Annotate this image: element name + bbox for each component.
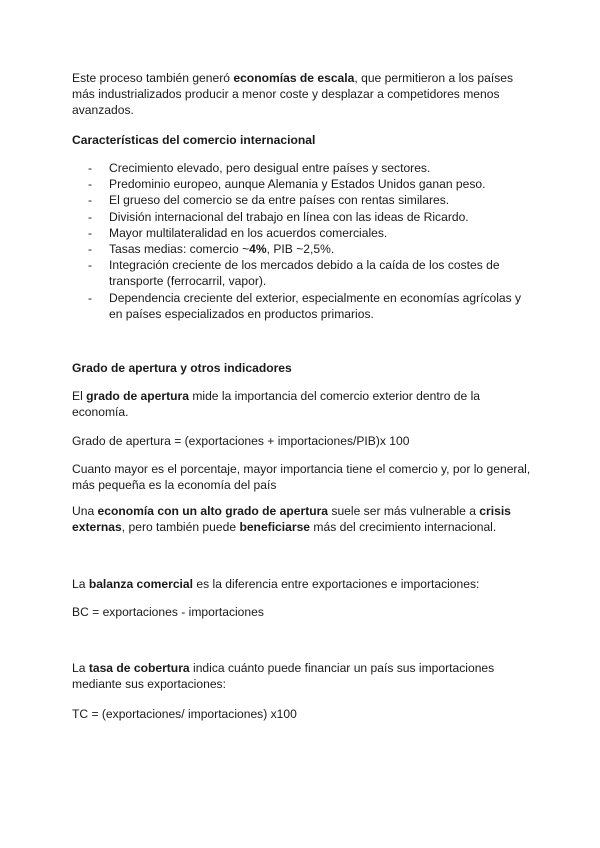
apertura-vulnerabilidad: [72, 503, 532, 535]
bullet-dash: -: [88, 209, 93, 224]
intro-bold: economías de escala: [233, 71, 355, 85]
intro-text: Este proceso también generó: [72, 71, 234, 85]
una-bold-2: crisis externas: [72, 504, 511, 535]
list-item-text: El grueso del comercio se da entre países con rentas similares.: [109, 193, 450, 208]
apertura-formula: Grado de apertura = (exportaciones + importaciones/PIB)x 100: [72, 434, 410, 448]
bullet-dash: -: [88, 225, 93, 240]
bullet-dash: -: [88, 177, 93, 192]
apertura-cuanto: Cuanto mayor es el porcentaje, mayor importancia tiene el comercio y, por lo general, más pequeña es la economía del país: [72, 462, 531, 493]
cobertura-bold: tasa de cobertura: [88, 661, 190, 675]
balanza-paragraph: [72, 576, 532, 592]
balanza-text: La: [72, 577, 89, 591]
apertura-definition: [72, 388, 532, 420]
list-item: [88, 241, 536, 257]
list-item: [88, 160, 536, 176]
list-item-text: Dependencia creciente del exterior, especialmente en economías agrícolas y en países especializados en productos primarios.: [109, 290, 522, 321]
apertura-def-text: El: [72, 389, 87, 403]
list-item: [88, 290, 536, 322]
una-text-mid-1: suele ser más vulnerable a: [328, 504, 480, 518]
una-text: Una: [72, 504, 98, 518]
list-item-text: Integración creciente de los mercados debido a la caída de los costes de transporte (ferrocarril, vapor).: [109, 258, 500, 289]
intro-paragraph: [72, 70, 532, 119]
cobertura-formula: TC = (exportaciones/ importaciones) x100: [72, 707, 297, 721]
bullet-dash: -: [88, 290, 93, 305]
list-item: [88, 192, 536, 208]
una-bold-1: economía con un alto grado de apertura: [97, 504, 329, 518]
heading-apertura: Grado de apertura y otros indicadores: [72, 361, 292, 375]
una-bold-3: beneficiarse: [239, 520, 311, 535]
list-item-text: División internacional del trabajo en línea con las ideas de Ricardo.: [109, 209, 469, 224]
apertura-def-bold: grado de apertura: [86, 389, 189, 403]
list-item: [88, 209, 536, 225]
bullet-dash: -: [88, 193, 93, 208]
tasas-text-end: , PIB ~2,5%.: [266, 242, 335, 257]
caracteristicas-list: [88, 160, 536, 322]
balanza-bold: balanza comercial: [88, 577, 194, 591]
tasas-text: Tasas medias: comercio ~: [109, 242, 250, 257]
una-text-end: más del crecimiento internacional.: [310, 520, 497, 535]
tasas-bold: 4%: [249, 242, 267, 257]
bullet-dash: -: [88, 161, 93, 175]
intro-text-end: , que permitieron a los países más industrializados producir a menor coste y desplazar a competidores menos avanzados.: [72, 71, 514, 118]
cobertura-paragraph: [72, 660, 532, 692]
heading-caracteristicas: Características del comercio internacional: [72, 133, 316, 147]
balanza-formula: BC = exportaciones - importaciones: [72, 605, 264, 619]
list-item: [88, 225, 536, 241]
bullet-dash: -: [88, 258, 93, 273]
list-item-text: Mayor multilateralidad en los acuerdos comerciales.: [109, 225, 388, 240]
list-item-text: Predominio europeo, aunque Alemania y Estados Unidos ganan peso.: [109, 177, 486, 192]
cobertura-text-end: indica cuánto puede financiar un país sus importaciones mediante sus exportaciones:: [72, 661, 495, 692]
list-item: [88, 176, 536, 192]
cobertura-text: La: [72, 661, 89, 675]
apertura-def-text-end: mide la importancia del comercio exterior dentro de la economía.: [72, 389, 481, 420]
bullet-dash: -: [88, 242, 93, 257]
una-text-mid-2: , pero también puede: [121, 520, 240, 535]
balanza-text-end: es la diferencia entre exportaciones e importaciones:: [193, 577, 480, 591]
list-item-text: Crecimiento elevado, pero desigual entre países y sectores.: [109, 161, 431, 175]
list-item: [88, 257, 536, 289]
